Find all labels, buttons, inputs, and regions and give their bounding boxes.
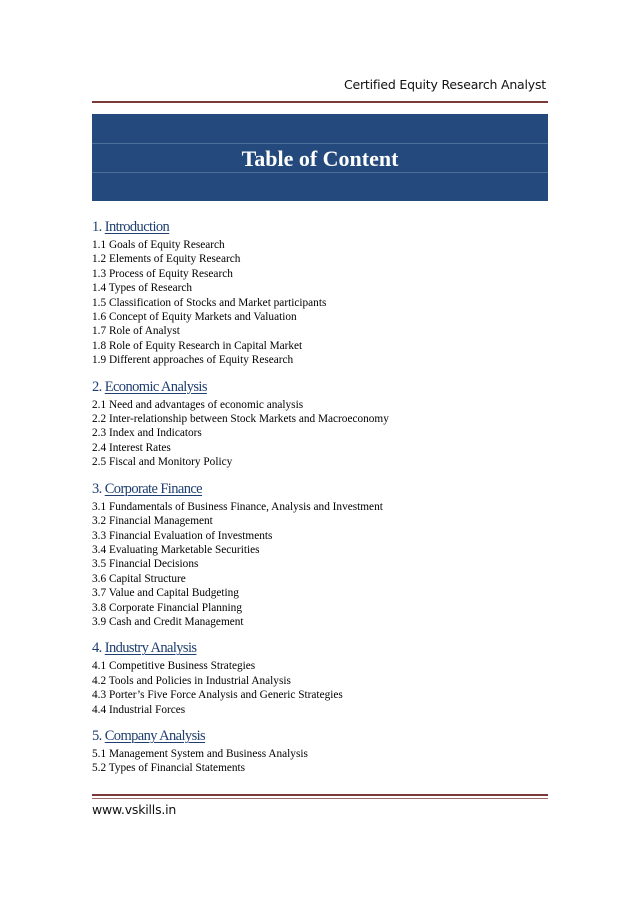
- section-number: 4.: [92, 640, 102, 657]
- toc-section-economic-analysis: [92, 378, 548, 470]
- toc-item: 4.4 Industrial Forces: [92, 703, 186, 716]
- toc-item: 1.1 Goals of Equity Research: [92, 239, 225, 251]
- footer-divider: [92, 794, 548, 796]
- toc-item: 1.5 Classification of Stocks and Market participants: [92, 296, 327, 309]
- section-title: Economic Analysis: [104, 378, 207, 395]
- toc-item: 1.6 Concept of Equity Markets and Valuation: [92, 311, 297, 324]
- table-of-content-list: [92, 218, 548, 786]
- toc-item: 3.2 Financial Management: [92, 515, 213, 528]
- document-header-title: Certified Equity Research Analyst: [343, 77, 546, 92]
- toc-item: 3.8 Corporate Financial Planning: [92, 601, 242, 614]
- toc-item: 1.9 Different approaches of Equity Research: [92, 354, 294, 367]
- section-number: 2.: [92, 378, 102, 395]
- toc-item: 2.4 Interest Rates: [92, 441, 171, 454]
- toc-item: 4.1 Competitive Business Strategies: [92, 660, 256, 673]
- toc-item: 3.6 Capital Structure: [92, 572, 186, 585]
- toc-item: 3.4 Evaluating Marketable Securities: [92, 543, 260, 556]
- toc-section-company-analysis: [92, 727, 548, 776]
- toc-item: 5.1 Management System and Business Analysis: [92, 747, 308, 760]
- section-title: Company Analysis: [104, 727, 206, 744]
- toc-section-introduction: [92, 218, 548, 368]
- table-of-content-banner: [92, 114, 548, 201]
- section-title: Industry Analysis: [104, 640, 197, 657]
- toc-item: 3.3 Financial Evaluation of Investments: [92, 529, 273, 542]
- toc-section-industry-analysis: [92, 639, 548, 717]
- banner-divider-top: [92, 143, 548, 144]
- section-heading[interactable]: [92, 727, 548, 746]
- section-heading[interactable]: [92, 218, 548, 237]
- toc-item: 4.3 Porter’s Five Force Analysis and Generic Strategies: [92, 689, 343, 702]
- section-title: Corporate Finance: [104, 480, 203, 497]
- section-number: 5.: [92, 727, 102, 744]
- toc-item: 3.5 Financial Decisions: [92, 558, 199, 571]
- section-heading[interactable]: [92, 378, 548, 397]
- table-of-content-title: Table of Content: [241, 146, 399, 171]
- header-divider: [92, 101, 548, 103]
- section-heading[interactable]: [92, 480, 548, 499]
- footer-divider-thin: [92, 798, 548, 799]
- footer-website: www.vskills.in: [92, 802, 177, 817]
- section-heading[interactable]: [92, 639, 548, 658]
- toc-item: 2.1 Need and advantages of economic analysis: [92, 398, 304, 411]
- toc-item: 4.2 Tools and Policies in Industrial Analysis: [92, 674, 291, 687]
- toc-item: 1.3 Process of Equity Research: [92, 267, 233, 280]
- toc-item: 2.3 Index and Indicators: [92, 427, 202, 440]
- toc-item: 3.7 Value and Capital Budgeting: [92, 587, 239, 600]
- toc-item: 1.2 Elements of Equity Research: [92, 253, 241, 266]
- toc-item: 5.2 Types of Financial Statements: [92, 762, 246, 775]
- toc-item: 3.9 Cash and Credit Management: [92, 615, 244, 628]
- toc-section-corporate-finance: [92, 480, 548, 630]
- toc-item: 1.8 Role of Equity Research in Capital Market: [92, 339, 303, 352]
- toc-item: 3.1 Fundamentals of Business Finance, Analysis and Investment: [92, 500, 383, 513]
- section-number: 3.: [92, 480, 102, 497]
- toc-item: 1.7 Role of Analyst: [92, 325, 180, 338]
- section-number: 1.: [92, 219, 102, 235]
- toc-item: 1.4 Types of Research: [92, 282, 193, 295]
- toc-item: 2.5 Fiscal and Monitory Policy: [92, 456, 233, 469]
- section-title: Introduction: [104, 219, 170, 235]
- toc-item: 2.2 Inter-relationship between Stock Markets and Macroeconomy: [92, 413, 389, 426]
